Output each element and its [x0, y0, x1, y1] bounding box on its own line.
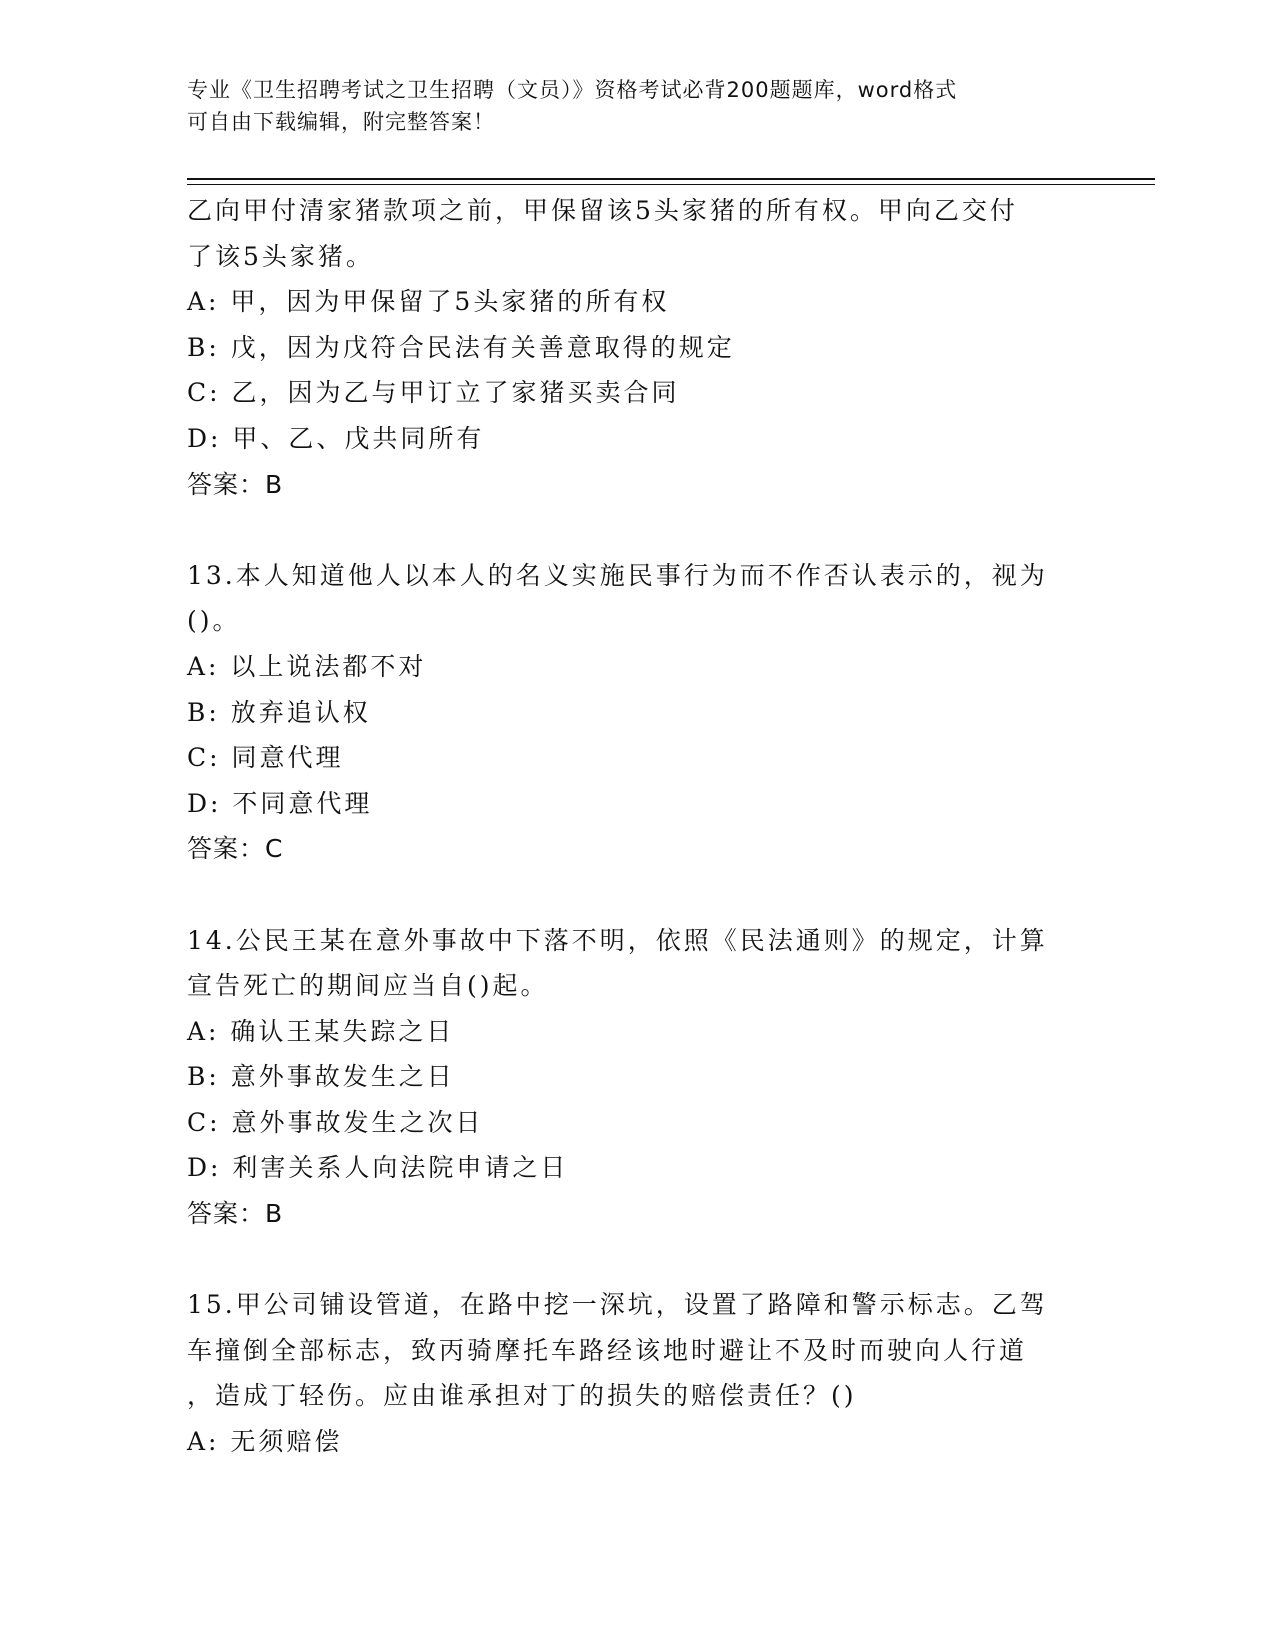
header-title-line-1: 专业《卫生招聘考试之卫生招聘（文员）》资格考试必背200题题库，word格式 — [187, 78, 958, 102]
option-a: A: 无须赔偿 — [187, 1427, 343, 1457]
question-15 — [187, 1282, 1087, 1464]
question-spacer — [187, 507, 1087, 553]
option-c: C: 乙，因为乙与甲订立了家猪买卖合同 — [187, 378, 680, 408]
header-divider-thick — [187, 178, 1155, 180]
question-stem-line: 13.本人知道他人以本人的名义实施民事行为而不作否认表示的，视为 — [187, 560, 1048, 590]
question-stem-line: 15.甲公司铺设管道，在路中挖一深坑，设置了路障和警示标志。乙驾 — [187, 1290, 1048, 1320]
question-spacer — [187, 1237, 1087, 1283]
option-b: B: 戊，因为戊符合民法有关善意取得的规定 — [187, 332, 735, 362]
question-stem-line: 宣告死亡的期间应当自()起。 — [187, 971, 549, 1001]
option-c: C: 意外事故发生之次日 — [187, 1107, 484, 1137]
option-c: C: 同意代理 — [187, 743, 344, 773]
question-stem-line: 乙向甲付清家猪款项之前，甲保留该5头家猪的所有权。甲向乙交付 — [187, 196, 1018, 225]
question-stem-line: 车撞倒全部标志，致丙骑摩托车路经该地时避让不及时而驶向人行道 — [187, 1335, 1028, 1365]
option-b: B: 意外事故发生之日 — [187, 1062, 455, 1092]
option-a: A: 甲，因为甲保留了5头家猪的所有权 — [187, 287, 670, 317]
answer-line: 答案：B — [187, 469, 284, 499]
question-list — [187, 188, 1087, 1465]
question-13 — [187, 553, 1087, 872]
answer-line: 答案：B — [187, 1199, 284, 1229]
question-stem-line: 14.公民王某在意外事故中下落不明，依照《民法通则》的规定，计算 — [187, 925, 1048, 955]
option-d: D: 甲、乙、戊共同所有 — [187, 423, 485, 453]
header-title-line-2: 可自由下载编辑，附完整答案！ — [187, 110, 495, 134]
option-b: B: 放弃追认权 — [187, 697, 371, 727]
document-header — [187, 74, 1087, 138]
question-stem-line: 了该5头家猪。 — [187, 241, 374, 271]
option-a: A: 以上说法都不对 — [187, 651, 427, 681]
question-spacer — [187, 872, 1087, 918]
answer-line: 答案：C — [187, 834, 284, 864]
question-stem-line: ()。 — [187, 606, 241, 636]
option-a: A: 确认王某失踪之日 — [187, 1016, 455, 1046]
question-14 — [187, 918, 1087, 1237]
question-stem-line: ，造成丁轻伤。应由谁承担对丁的损失的赔偿责任？() — [187, 1381, 857, 1411]
option-d: D: 利害关系人向法院申请之日 — [187, 1153, 569, 1183]
question-12 — [187, 188, 1087, 507]
header-divider-thin — [187, 184, 1155, 185]
option-d: D: 不同意代理 — [187, 788, 373, 818]
